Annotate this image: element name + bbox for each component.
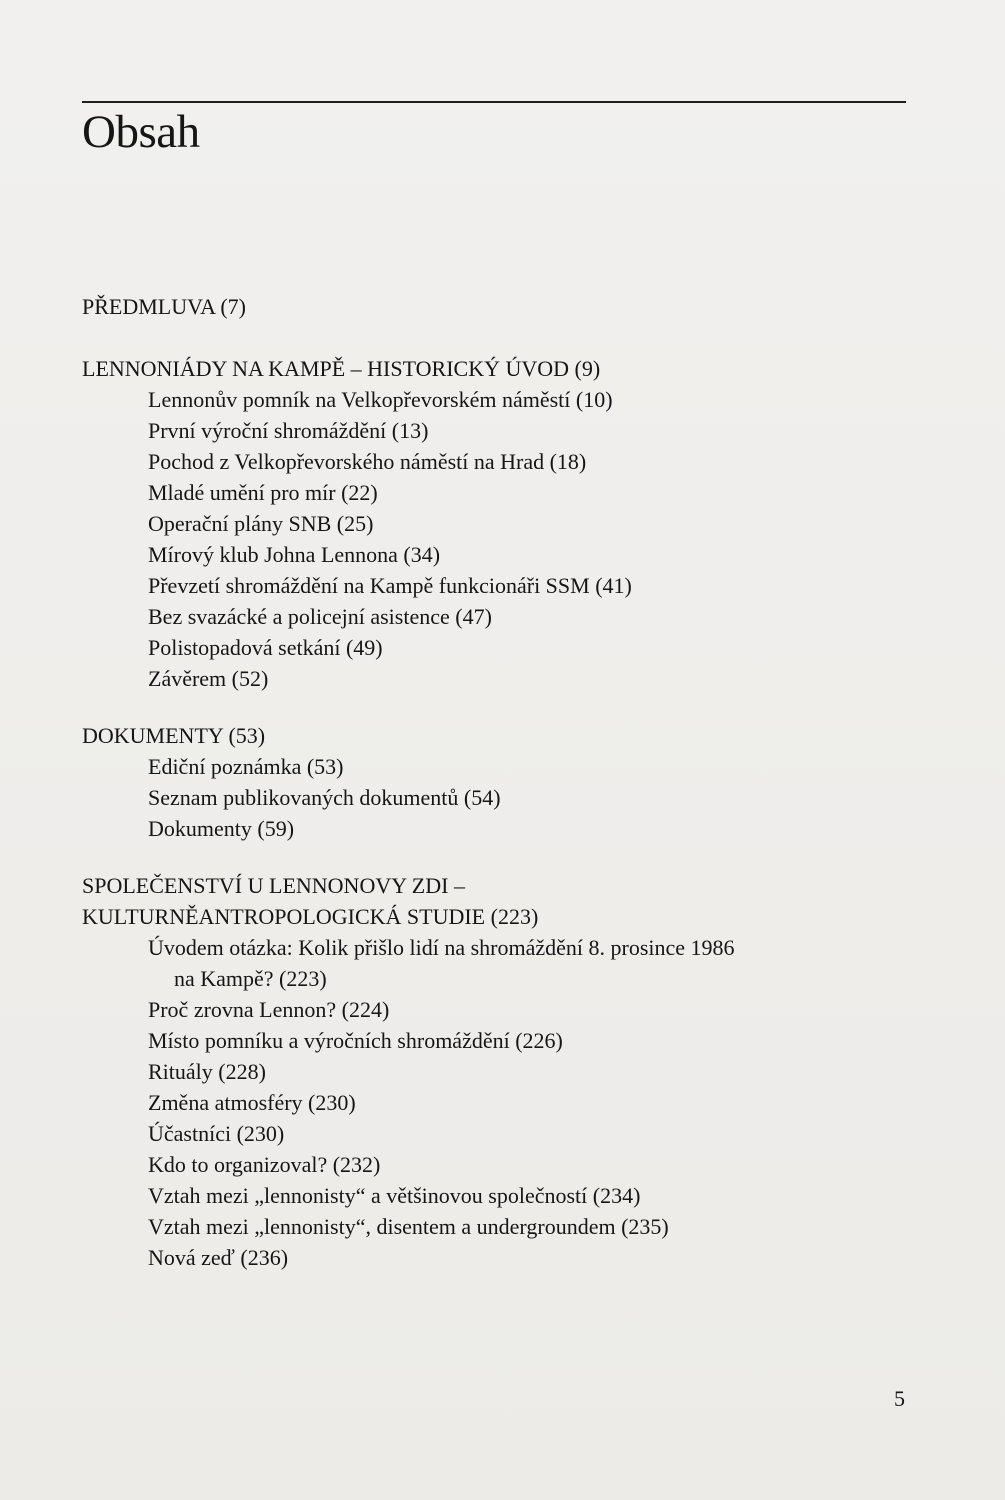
toc-entry: Seznam publikovaných dokumentů (54): [148, 785, 501, 810]
toc-entry: Bez svazácké a policejní asistence (47): [148, 604, 492, 629]
toc-entry: Operační plány SNB (25): [148, 511, 374, 536]
title-rule: [82, 101, 906, 103]
toc-section-heading: PŘEDMLUVA (7): [82, 294, 247, 319]
toc-entry: Změna atmosféry (230): [148, 1090, 356, 1115]
toc-entry: Místo pomníku a výročních shromáždění (226): [148, 1028, 563, 1053]
toc-entry: Vztah mezi „lennonisty“, disentem a undergroundem (235): [148, 1214, 669, 1239]
toc-section-heading: LENNONIÁDY NA KAMPĚ – HISTORICKÝ ÚVOD (9): [82, 356, 601, 381]
toc-entry: [82, 932, 912, 994]
toc-entry: Mírový klub Johna Lennona (34): [148, 542, 441, 567]
toc-entry: Závěrem (52): [148, 666, 269, 691]
toc-entry: Rituály (228): [148, 1059, 266, 1084]
table-of-contents: [82, 291, 912, 1273]
toc-section-heading: SPOLEČENSTVÍ U LENNONOVY ZDI –: [82, 873, 465, 898]
page-title: Obsah: [82, 106, 200, 158]
toc-entry: Polistopadová setkání (49): [148, 635, 383, 660]
toc-entry: Převzetí shromáždění na Kampě funkcionáři SSM (41): [148, 573, 632, 598]
toc-entry: Mladé umění pro mír (22): [148, 480, 378, 505]
toc-entry: První výroční shromáždění (13): [148, 418, 429, 443]
toc-entry: Dokumenty (59): [148, 816, 295, 841]
toc-entry: Ediční poznámka (53): [148, 754, 344, 779]
toc-entry: Kdo to organizoval? (232): [148, 1152, 381, 1177]
page-number: 5: [894, 1386, 905, 1411]
toc-entry: Lennonův pomník na Velkopřevorském náměstí (10): [148, 387, 613, 412]
toc-entry: Proč zrovna Lennon? (224): [148, 997, 390, 1022]
toc-section-heading: DOKUMENTY (53): [82, 723, 266, 748]
toc-entry: Vztah mezi „lennonisty“ a většinovou společností (234): [148, 1183, 641, 1208]
toc-entry: Pochod z Velkopřevorského náměstí na Hrad (18): [148, 449, 587, 474]
toc-entry-continued: na Kampě? (223): [174, 966, 327, 991]
toc-entry: Účastníci (230): [148, 1121, 285, 1146]
toc-entry-text: Úvodem otázka: Kolik přišlo lidí na shromáždění 8. prosince 1986: [148, 935, 735, 960]
toc-entry: Nová zeď (236): [148, 1245, 289, 1270]
toc-section-heading-continued: KULTURNĚANTROPOLOGICKÁ STUDIE (223): [82, 904, 539, 929]
